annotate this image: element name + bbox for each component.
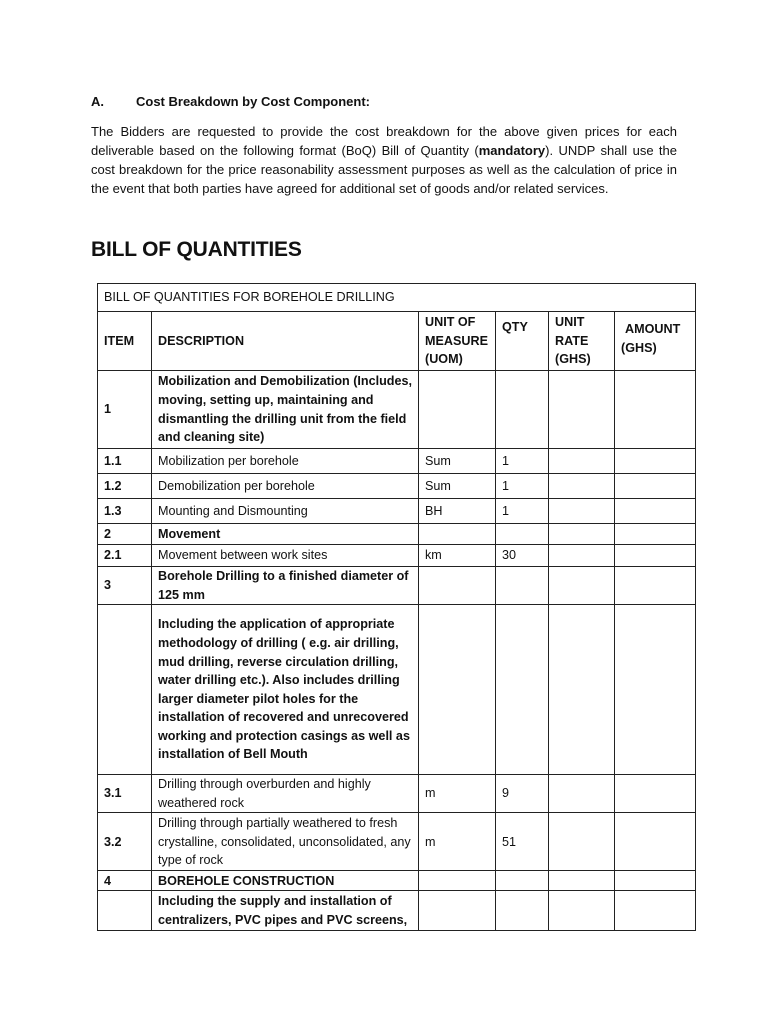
item-uom: [419, 371, 496, 449]
item-rate: [549, 813, 615, 871]
item-uom: [419, 524, 496, 545]
item-uom: Sum: [419, 449, 496, 474]
item-rate: [549, 371, 615, 449]
bill-of-quantities-heading: BILL OF QUANTITIES: [91, 238, 302, 261]
section-title: Cost Breakdown by Cost Component:: [136, 94, 371, 109]
item-number: 3.1: [98, 775, 152, 813]
item-rate: [549, 891, 615, 931]
item-uom: km: [419, 545, 496, 567]
boq-table: [97, 283, 696, 931]
item-uom: BH: [419, 499, 496, 524]
header-unit-rate: UNIT RATE (GHS): [549, 312, 615, 371]
item-rate: [549, 871, 615, 891]
table-row: [98, 567, 696, 605]
item-number: 4: [98, 871, 152, 891]
table-row: [98, 499, 696, 524]
item-number: [98, 891, 152, 931]
item-amount: [615, 474, 696, 499]
item-description: BOREHOLE CONSTRUCTION: [152, 871, 419, 891]
header-unit-of-measure: UNIT OF MEASURE (UOM): [419, 312, 496, 371]
item-amount: [615, 545, 696, 567]
table-row: [98, 891, 696, 931]
item-rate: [549, 524, 615, 545]
item-qty: [496, 371, 549, 449]
item-qty: [496, 524, 549, 545]
item-qty: [496, 605, 549, 775]
item-description: Including the supply and installation of centralizers, PVC pipes and PVC screens,: [152, 891, 419, 931]
item-uom: m: [419, 813, 496, 871]
item-description: Movement between work sites: [152, 545, 419, 567]
item-rate: [549, 567, 615, 605]
table-caption-row: [98, 284, 696, 312]
mandatory-emphasis: mandatory: [478, 143, 546, 158]
item-amount: [615, 775, 696, 813]
item-number: 1.3: [98, 499, 152, 524]
item-rate: [549, 605, 615, 775]
item-rate: [549, 474, 615, 499]
table-caption: BILL OF QUANTITIES FOR BOREHOLE DRILLING: [98, 284, 696, 312]
item-qty: 9: [496, 775, 549, 813]
item-amount: [615, 371, 696, 449]
item-description: Including the application of appropriate methodology of drilling ( e.g. air drilling, mud drilling, reverse circulation drilling, water drilling etc.). Also includes drilling larger diameter pilot holes for the installation of recovered and unrecovered working and protection casings as well as installation of Bell Mouth: [152, 605, 419, 775]
item-qty: 51: [496, 813, 549, 871]
item-description: Drilling through partially weathered to fresh crystalline, consolidated, unconsolidated, any type of rock: [152, 813, 419, 871]
item-amount: [615, 871, 696, 891]
item-number: 1.1: [98, 449, 152, 474]
table-row: [98, 371, 696, 449]
item-uom: [419, 605, 496, 775]
item-qty: [496, 871, 549, 891]
table-row: [98, 813, 696, 871]
item-description: Mobilization per borehole: [152, 449, 419, 474]
item-description: Movement: [152, 524, 419, 545]
table-row: [98, 449, 696, 474]
item-number: 3: [98, 567, 152, 605]
item-amount: [615, 605, 696, 775]
item-description: Mobilization and Demobilization (Includes, moving, setting up, maintaining and dismantling the drilling unit from the field and cleaning site): [152, 371, 419, 449]
item-description: Demobilization per borehole: [152, 474, 419, 499]
item-uom: Sum: [419, 474, 496, 499]
item-amount: [615, 449, 696, 474]
item-qty: 1: [496, 449, 549, 474]
table-row: [98, 605, 696, 775]
table-row: [98, 524, 696, 545]
item-number: 2.1: [98, 545, 152, 567]
item-number: 3.2: [98, 813, 152, 871]
table-row: [98, 545, 696, 567]
item-rate: [549, 449, 615, 474]
item-qty: [496, 891, 549, 931]
item-qty: 1: [496, 474, 549, 499]
item-amount: [615, 891, 696, 931]
table-header-row: [98, 312, 696, 371]
item-amount: [615, 524, 696, 545]
item-uom: m: [419, 775, 496, 813]
item-qty: [496, 567, 549, 605]
item-rate: [549, 545, 615, 567]
header-amount: AMOUNT (GHS): [615, 312, 696, 371]
section-letter: A.: [91, 94, 104, 109]
item-amount: [615, 567, 696, 605]
item-amount: [615, 499, 696, 524]
item-uom: [419, 567, 496, 605]
header-qty: QTY: [496, 312, 549, 371]
item-amount: [615, 813, 696, 871]
item-number: 1: [98, 371, 152, 449]
item-uom: [419, 871, 496, 891]
item-number: 2: [98, 524, 152, 545]
item-qty: 30: [496, 545, 549, 567]
item-qty: 1: [496, 499, 549, 524]
table-row: [98, 474, 696, 499]
intro-paragraph: The Bidders are requested to provide the cost breakdown for the above given prices for each deliverable based on the following format (BoQ) Bill of Quantity (mandatory). UNDP shall use the cost breakdown for the price reasonability assessment purposes as well as the calculation of price in the event that both parties have agreed for additional set of goods and/or related services.: [91, 124, 677, 196]
header-item: ITEM: [98, 312, 152, 371]
table-row: [98, 775, 696, 813]
item-description: Drilling through overburden and highly weathered rock: [152, 775, 419, 813]
header-description: DESCRIPTION: [152, 312, 419, 371]
item-uom: [419, 891, 496, 931]
table-row: [98, 871, 696, 891]
section-heading: [91, 94, 370, 109]
item-number: 1.2: [98, 474, 152, 499]
item-description: Borehole Drilling to a finished diameter of 125 mm: [152, 567, 419, 605]
item-rate: [549, 775, 615, 813]
item-number: [98, 605, 152, 775]
item-description: Mounting and Dismounting: [152, 499, 419, 524]
item-rate: [549, 499, 615, 524]
